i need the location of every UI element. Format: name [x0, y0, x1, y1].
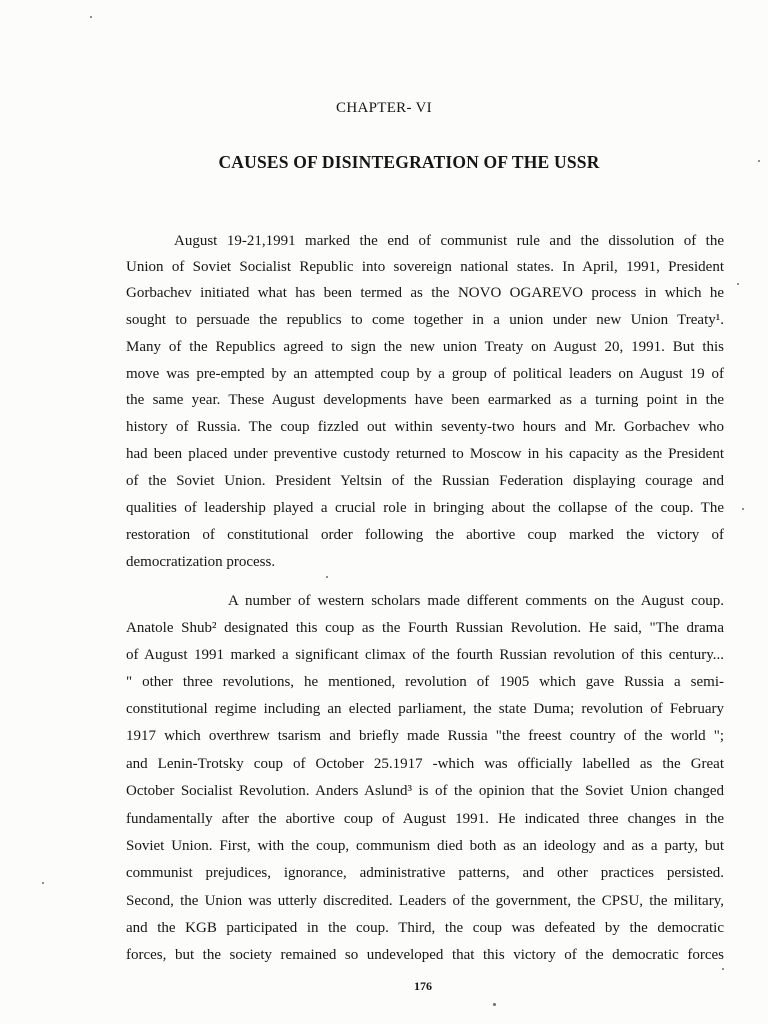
paragraph-line: 1917 which overthrew tsarism and briefly made Russia "the freest country of the world ";	[126, 728, 724, 744]
chapter-label: CHAPTER- VI	[336, 100, 432, 116]
paragraph-line: of the Soviet Union. President Yeltsin of the Russian Federation displaying courage and	[126, 473, 724, 489]
paragraph-line: Union of Soviet Socialist Republic into sovereign national states. In April, 1991, President	[126, 259, 724, 275]
paragraph-line: constitutional regime including an elected parliament, the state Duma; revolution of February	[126, 701, 724, 717]
paragraph-line: A number of western scholars made different comments on the August coup.	[228, 593, 724, 609]
paragraph-line: " other three revolutions, he mentioned, revolution of 1905 which gave Russia a semi-	[126, 674, 724, 690]
paragraph-line: the same year. These August developments have been earmarked as a turning point in the	[126, 392, 724, 408]
scan-speck	[722, 968, 724, 970]
page-number: 176	[414, 979, 432, 993]
paragraph-line: forces, but the society remained so undeveloped that this victory of the democratic forces	[126, 947, 724, 963]
paragraph-line: move was pre-empted by an attempted coup by a group of political leaders on August 19 of	[126, 366, 724, 382]
paragraph-line: communist prejudices, ignorance, administrative patterns, and other practices persisted.	[126, 865, 724, 881]
paragraph-line: Second, the Union was utterly discredited. Leaders of the government, the CPSU, the military,	[126, 893, 724, 909]
paragraph-line: history of Russia. The coup fizzled out within seventy-two hours and Mr. Gorbachev who	[126, 419, 724, 435]
chapter-title: CAUSES OF DISINTEGRATION OF THE USSR	[218, 152, 600, 172]
paragraph-line: and the KGB participated in the coup. Third, the coup was defeated by the democratic	[126, 920, 724, 936]
paragraph-line: Anatole Shub² designated this coup as the Fourth Russian Revolution. He said, "The drama	[126, 620, 724, 636]
paragraph-line: fundamentally after the abortive coup of August 1991. He indicated three changes in the	[126, 811, 724, 827]
paragraph-line: Soviet Union. First, with the coup, communism died both as an ideology and as a party, but	[126, 838, 724, 854]
scan-speck	[42, 882, 44, 884]
paragraph-line: of August 1991 marked a significant climax of the fourth Russian revolution of this century...	[126, 647, 724, 663]
scan-speck	[737, 283, 739, 285]
scan-speck	[758, 160, 760, 162]
paragraph-line: qualities of leadership played a crucial role in bringing about the collapse of the coup. The	[126, 500, 724, 516]
paragraph-line: had been placed under preventive custody returned to Moscow in his capacity as the President	[126, 446, 724, 462]
paragraph-line: Gorbachev initiated what has been termed as the NOVO OGAREVO process in which he	[126, 285, 724, 301]
scan-speck	[90, 16, 92, 18]
paragraph-line: October Socialist Revolution. Anders Aslund³ is of the opinion that the Soviet Union changed	[126, 783, 724, 799]
paragraph-line: sought to persuade the republics to come together in a union under new Union Treaty¹.	[126, 312, 724, 328]
paragraph-line: democratization process.	[126, 554, 276, 570]
paragraph-line: Many of the Republics agreed to sign the new union Treaty on August 20, 1991. But this	[126, 339, 724, 355]
paragraph-line: restoration of constitutional order following the abortive coup marked the victory of	[126, 527, 724, 543]
paragraph-line: and Lenin-Trotsky coup of October 25.1917 -which was officially labelled as the Great	[126, 756, 724, 772]
paragraph-line: August 19-21,1991 marked the end of communist rule and the dissolution of the	[174, 233, 724, 249]
scan-speck	[493, 1003, 496, 1006]
scan-speck	[742, 508, 744, 510]
scan-speck	[326, 576, 328, 578]
